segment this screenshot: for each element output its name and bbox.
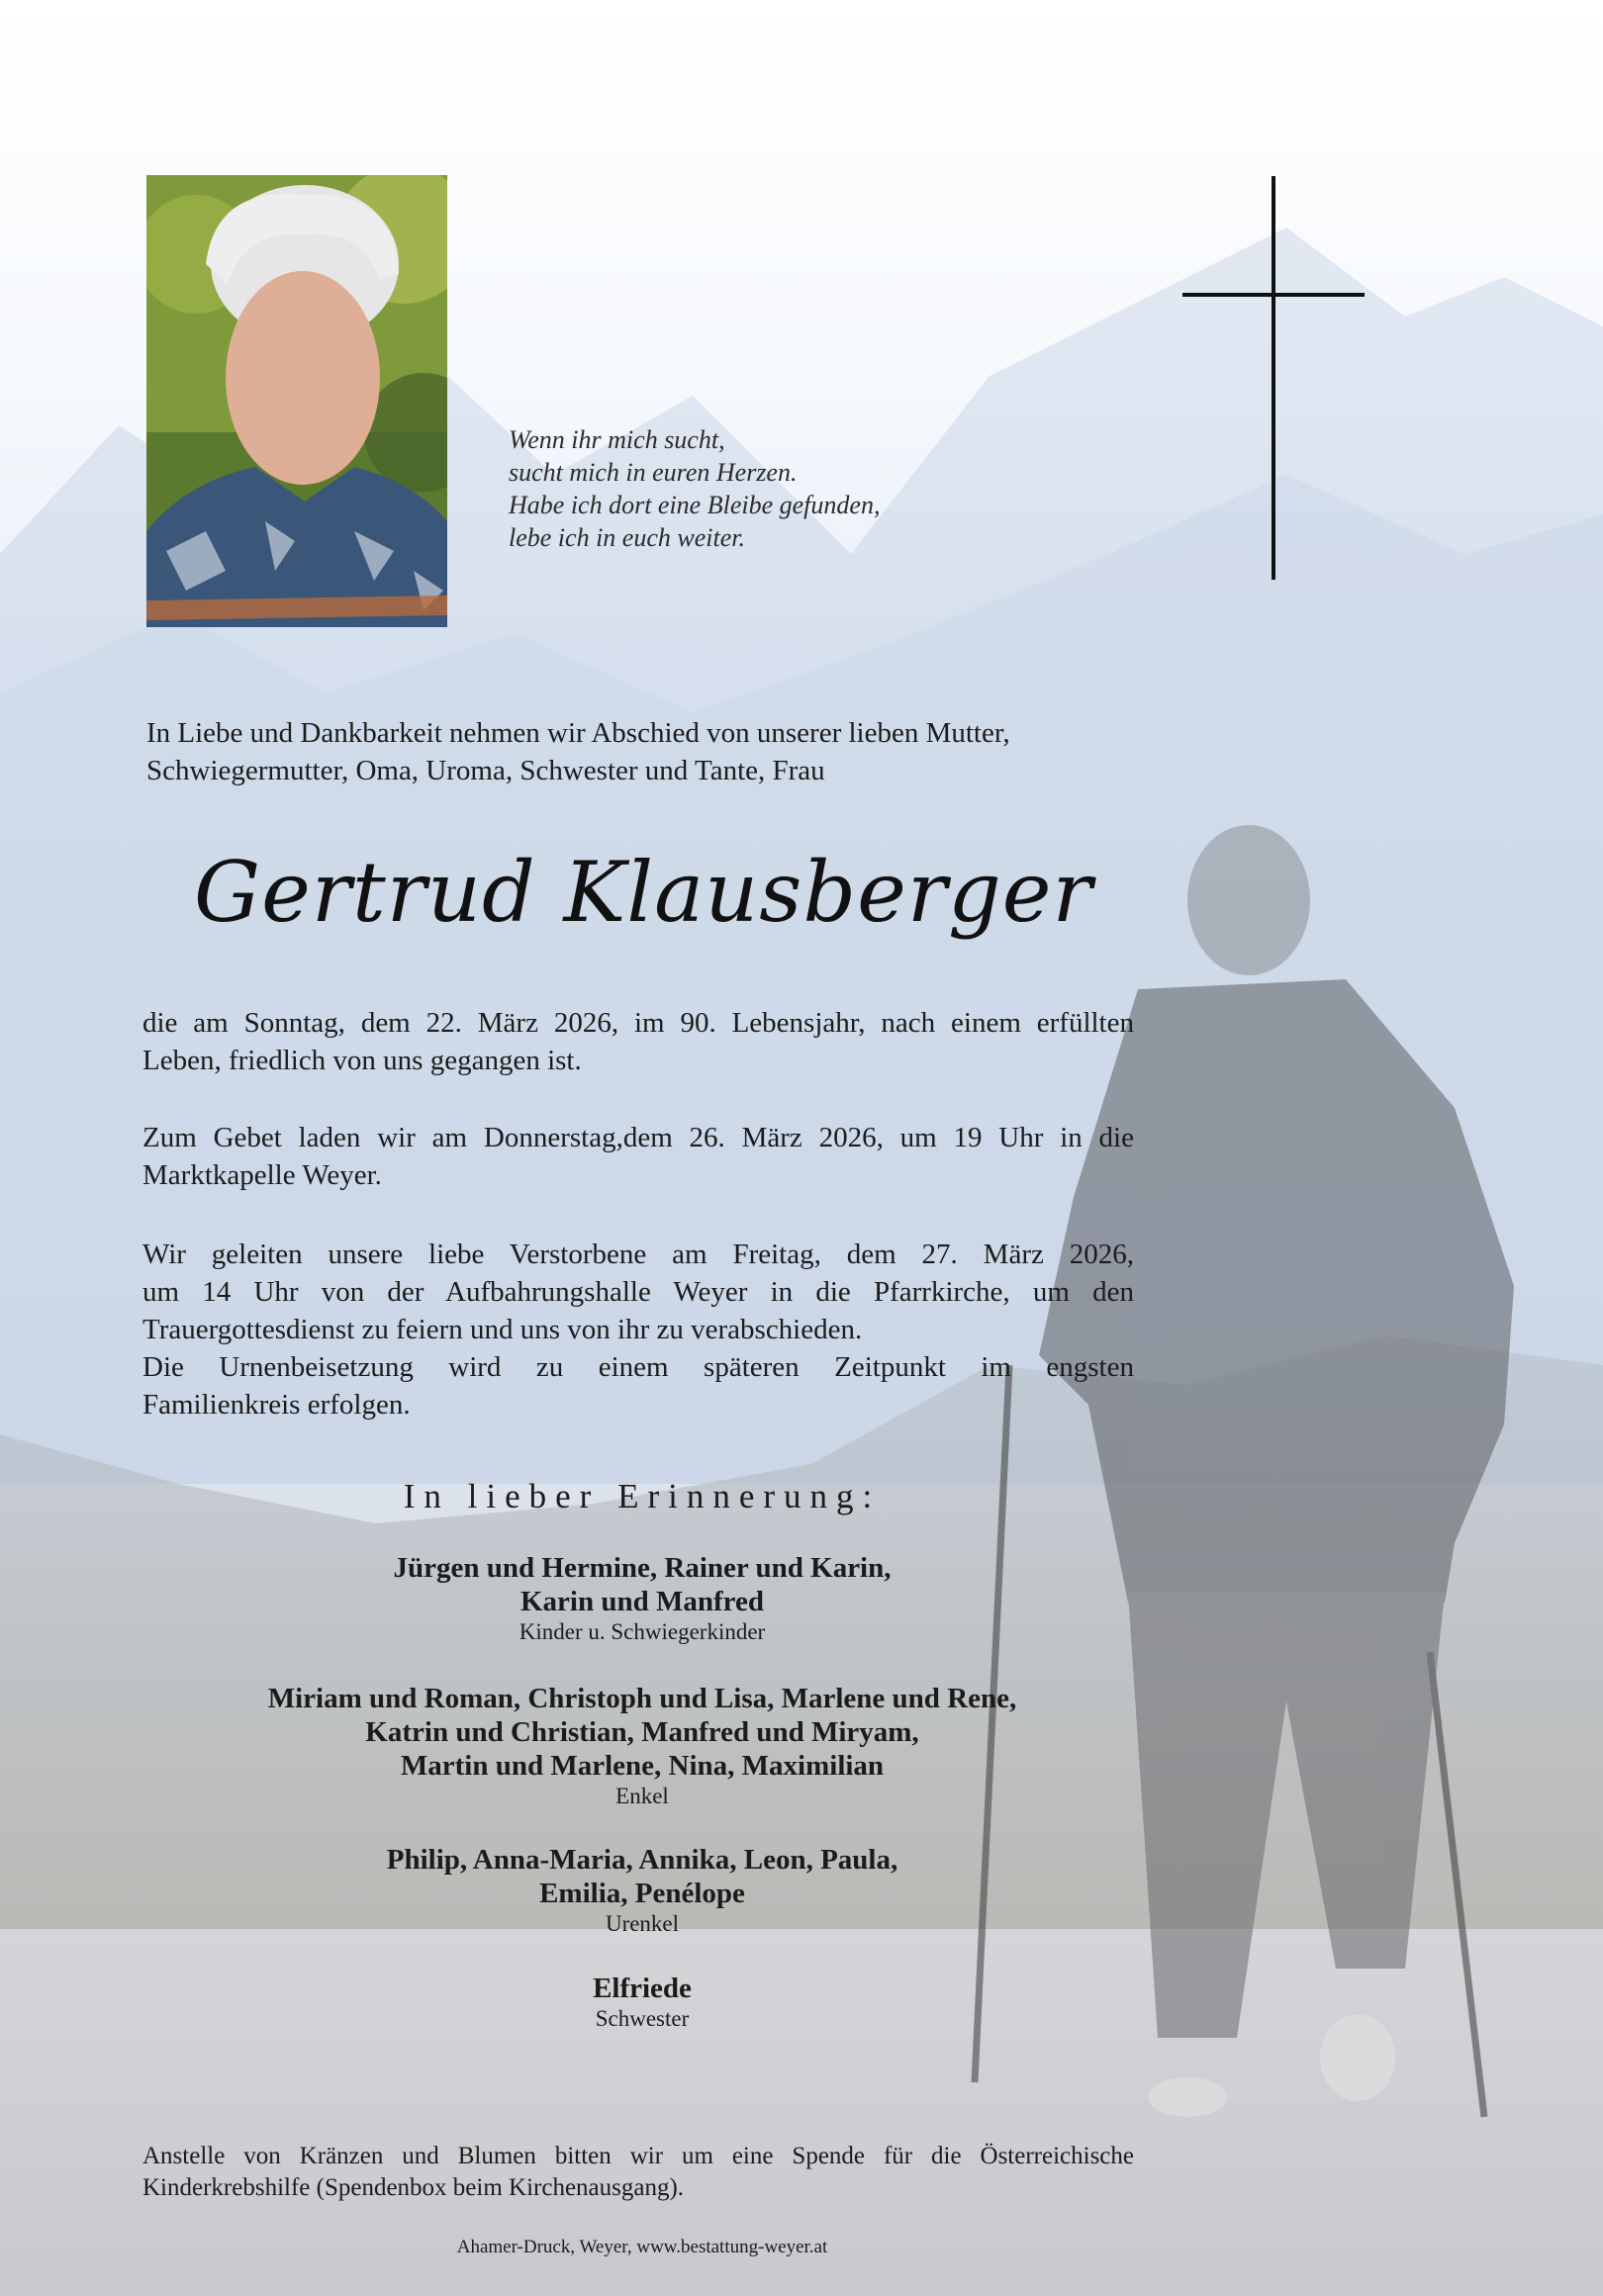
mourner-relation: Schwester bbox=[595, 2006, 690, 2031]
mourner-names: Emilia, Penélope bbox=[539, 1878, 745, 1909]
quote-line: lebe ich in euch weiter. bbox=[509, 523, 745, 552]
intro-text bbox=[146, 714, 1136, 789]
deceased-name: Gertrud Klausberger bbox=[194, 844, 1093, 941]
funeral-paragraph bbox=[142, 1236, 1134, 1424]
mourner-group-grandchildren bbox=[146, 1682, 1138, 1810]
paragraph-line: die am Sonntag, dem 22. März 2026, im 90. Lebensjahr, nach einem erfüllten bbox=[142, 1007, 1134, 1039]
mourner-group-great-grandchildren bbox=[146, 1843, 1138, 1938]
intro-line: In Liebe und Dankbarkeit nehmen wir Abschied von unserer lieben Mutter, bbox=[146, 717, 1010, 749]
paragraph-line: Marktkapelle Weyer. bbox=[142, 1159, 382, 1191]
mourner-group-sister bbox=[146, 1972, 1138, 2033]
mourner-names: Miriam und Roman, Christoph und Lisa, Marlene und Rene, bbox=[267, 1683, 1017, 1714]
cross-icon bbox=[1182, 176, 1365, 580]
mourner-names: Karin und Manfred bbox=[519, 1586, 764, 1617]
paragraph-line: Wir geleiten unsere liebe Verstorbene am Freitag, dem 27. März 2026, bbox=[142, 1239, 1134, 1270]
paragraph-line: Leben, friedlich von uns gegangen ist. bbox=[142, 1045, 582, 1076]
mourner-relation: Urenkel bbox=[605, 1911, 680, 1936]
memory-heading: In lieber Erinnerung: bbox=[403, 1477, 882, 1515]
quote-line: Wenn ihr mich sucht, bbox=[509, 425, 725, 454]
mourner-names: Philip, Anna-Maria, Annika, Leon, Paula, bbox=[386, 1844, 898, 1876]
donation-line: Kinderkrebshilfe (Spendenbox beim Kirchenausgang). bbox=[142, 2174, 685, 2201]
donation-line: Anstelle von Kränzen und Blumen bitten wir um eine Spende für die Österreichische bbox=[142, 2143, 1134, 2169]
paragraph-line: Familienkreis erfolgen. bbox=[142, 1389, 411, 1421]
mourner-names: Martin und Marlene, Nina, Maximilian bbox=[400, 1750, 885, 1782]
portrait-photo bbox=[146, 175, 447, 627]
paragraph-line: Trauergottesdienst zu feiern und uns von ihr zu verabschieden. bbox=[142, 1314, 863, 1345]
intro-line: Schwiegermutter, Oma, Uroma, Schwester und Tante, Frau bbox=[146, 755, 825, 786]
prayer-paragraph bbox=[142, 1119, 1134, 1194]
mourner-relation: Kinder u. Schwiegerkinder bbox=[519, 1619, 766, 1644]
paragraph-line: Die Urnenbeisetzung wird zu einem späteren Zeitpunkt im engsten bbox=[142, 1351, 1134, 1383]
mourner-names: Jürgen und Hermine, Rainer und Karin, bbox=[393, 1552, 892, 1584]
mourner-group-children bbox=[146, 1551, 1138, 1646]
quote-line: Habe ich dort eine Bleibe gefunden, bbox=[509, 491, 881, 519]
donation-note bbox=[142, 2141, 1134, 2204]
paragraph-line: um 14 Uhr von der Aufbahrungshalle Weyer in die Pfarrkirche, um den bbox=[142, 1276, 1134, 1308]
mourner-relation: Enkel bbox=[615, 1784, 669, 1808]
mourner-names: Katrin und Christian, Manfred und Miryam, bbox=[365, 1716, 919, 1748]
quote-line: sucht mich in euren Herzen. bbox=[509, 458, 798, 487]
printer-footer: Ahamer-Druck, Weyer, www.bestattung-weyer.at bbox=[456, 2237, 828, 2257]
mourner-names: Elfriede bbox=[593, 1973, 692, 2004]
memorial-quote bbox=[509, 423, 1023, 554]
death-notice-paragraph bbox=[142, 1004, 1134, 1079]
paragraph-line: Zum Gebet laden wir am Donnerstag,dem 26. März 2026, um 19 Uhr in die bbox=[142, 1122, 1134, 1153]
